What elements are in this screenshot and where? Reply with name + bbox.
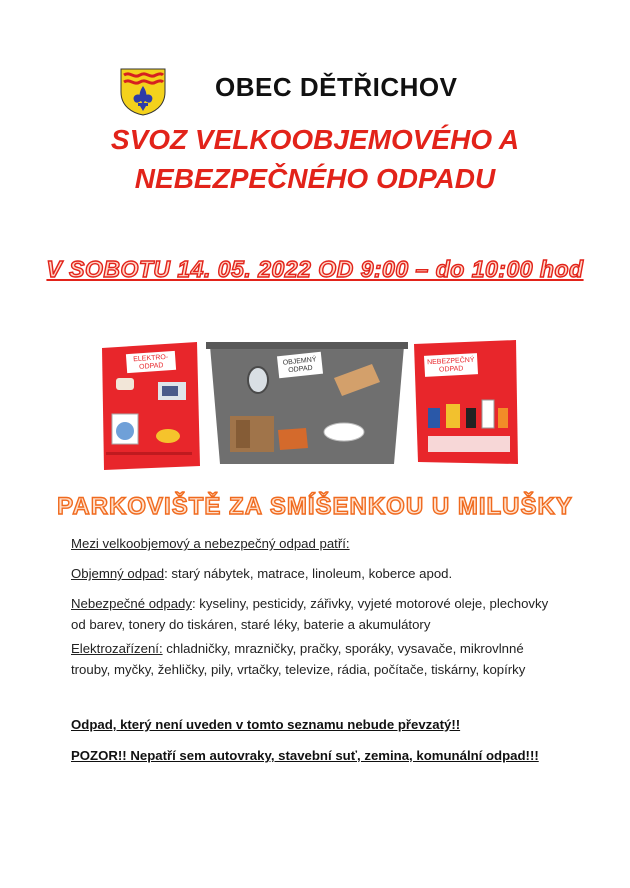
waste-bins-illustration [102,338,522,471]
municipality-name: OBEC DĚTŘICHOV [215,72,458,102]
bulky-waste-bin [206,342,408,464]
collection-date: V SOBOTU 14. 05. 2022 OD 9:00 – do 10:00 hod [46,256,584,282]
chemical-bottle-icon [482,400,494,428]
bin-label-electro-1: ELEKTRO- [133,353,169,364]
bin-label-hazard-2: ODPAD [438,365,464,374]
category-electro-text: chladničky, mrazničky, pračky, sporáky, vysavače, mikrovlnné trouby, myčky, žehličky, pily, vrtačky, televize, rádia, počítače, tiskárny, kopírky [71,641,526,677]
municipal-crest-icon [118,66,168,116]
bin-label-electro-2: ODPAD [138,362,164,371]
bin-label-bulky-1: OBJEMNÝ [282,356,317,367]
vacuum-icon [156,429,180,443]
warning-not-listed: Odpad, který není uveden v tomto seznamu nebude převzatý!! [71,717,461,732]
electro-waste-bin [102,342,200,470]
armchair-icon [278,428,308,450]
intro-text: Mezi velkoobjemový a nebezpečný odpad patří: [71,536,350,551]
hazardous-waste-bin [414,340,518,464]
collection-location: PARKOVIŠTĚ ZA SMÍŠENKOU U MILUŠKY [57,493,573,520]
title-line-2: NEBEZPEČNÉHO ODPADU [134,163,496,194]
category-bulky [71,563,561,584]
category-bulky-label: Objemný odpad [71,566,165,581]
category-electro-label: Elektrozařízení: [71,641,163,656]
category-hazardous [71,593,561,635]
phone-icon [116,378,134,390]
bin-label-bulky-2: ODPAD [287,364,313,375]
category-hazardous-label: Nebezpečné odpady [71,596,192,611]
oil-can-icon [428,408,440,428]
category-bulky-text: : starý nábytek, matrace, linoleum, koberce apod. [164,566,453,581]
battery-icon [466,408,476,428]
paint-can-icon [446,404,460,428]
title-line-1: SVOZ VELKOOBJEMOVÉHO A [110,124,520,155]
warning-excluded: POZOR!! Nepatří sem autovraky, stavební suť, zemina, komunální odpad!!! [71,748,539,763]
category-electro [71,638,561,680]
mirror-icon [248,367,268,393]
category-hazardous-text: : kyseliny, pesticidy, zářivky, vyjeté motorové oleje, plechovky od barev, tonery do tiskáren, staré léky, baterie a akumulátory [71,596,549,632]
bin-label-hazard-1: NEBEZPEČNÝ [426,356,475,367]
sink-icon [324,423,364,441]
